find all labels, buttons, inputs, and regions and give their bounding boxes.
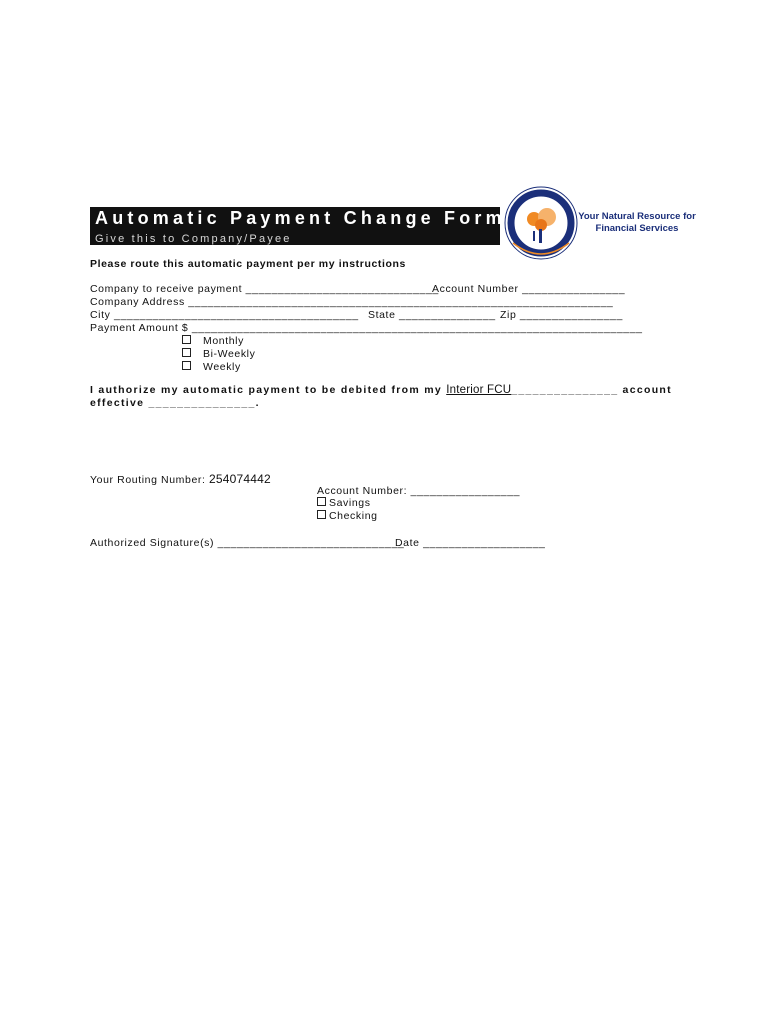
bank-account-number-field[interactable]: Account Number: _________________ (317, 485, 521, 497)
frequency-option-weekly[interactable]: Weekly (182, 361, 241, 373)
account-type-checking[interactable]: Checking (317, 510, 378, 522)
effective-date-field[interactable]: effective _______________. (90, 397, 260, 409)
authorization-line: I authorize my automatic payment to be debited from my Interior FCU_______________ account (90, 384, 672, 396)
checkbox-icon[interactable] (182, 335, 191, 344)
account-type-savings[interactable]: Savings (317, 497, 371, 509)
company-field[interactable]: Company to receive payment ______________________________ (90, 283, 439, 295)
city-field[interactable]: City ______________________________________ (90, 309, 359, 321)
checkbox-icon[interactable] (317, 497, 326, 506)
account-number-field[interactable]: Account Number ________________ (432, 283, 626, 295)
checkbox-icon[interactable] (182, 361, 191, 370)
frequency-option-biweekly[interactable]: Bi-Weekly (182, 348, 255, 360)
company-address-field[interactable]: Company Address __________________________________________________________________ (90, 296, 614, 308)
signature-field[interactable]: Authorized Signature(s) _____________________________ (90, 537, 405, 549)
frequency-option-monthly[interactable]: Monthly (182, 335, 244, 347)
routing-number-row (90, 472, 271, 486)
checkbox-icon[interactable] (182, 348, 191, 357)
state-field[interactable]: State _______________ (368, 309, 496, 321)
form-title: Automatic Payment Change Form (95, 208, 506, 228)
form-subtitle: Give this to Company/Payee (95, 233, 292, 245)
credit-union-name: Interior FCU (446, 384, 512, 396)
checkbox-icon[interactable] (317, 510, 326, 519)
tagline: Your Natural Resource for Financial Services (578, 211, 696, 234)
payment-amount-field[interactable]: Payment Amount $ ______________________________________________________________________ (90, 322, 643, 334)
credit-union-logo (499, 181, 583, 265)
zip-field[interactable]: Zip ________________ (500, 309, 623, 321)
date-field[interactable]: Date ___________________ (395, 537, 546, 549)
routing-number-value: 254074442 (209, 472, 271, 486)
routing-number-label: Your Routing Number: (90, 474, 206, 486)
instructions-heading: Please route this automatic payment per my instructions (90, 258, 406, 270)
